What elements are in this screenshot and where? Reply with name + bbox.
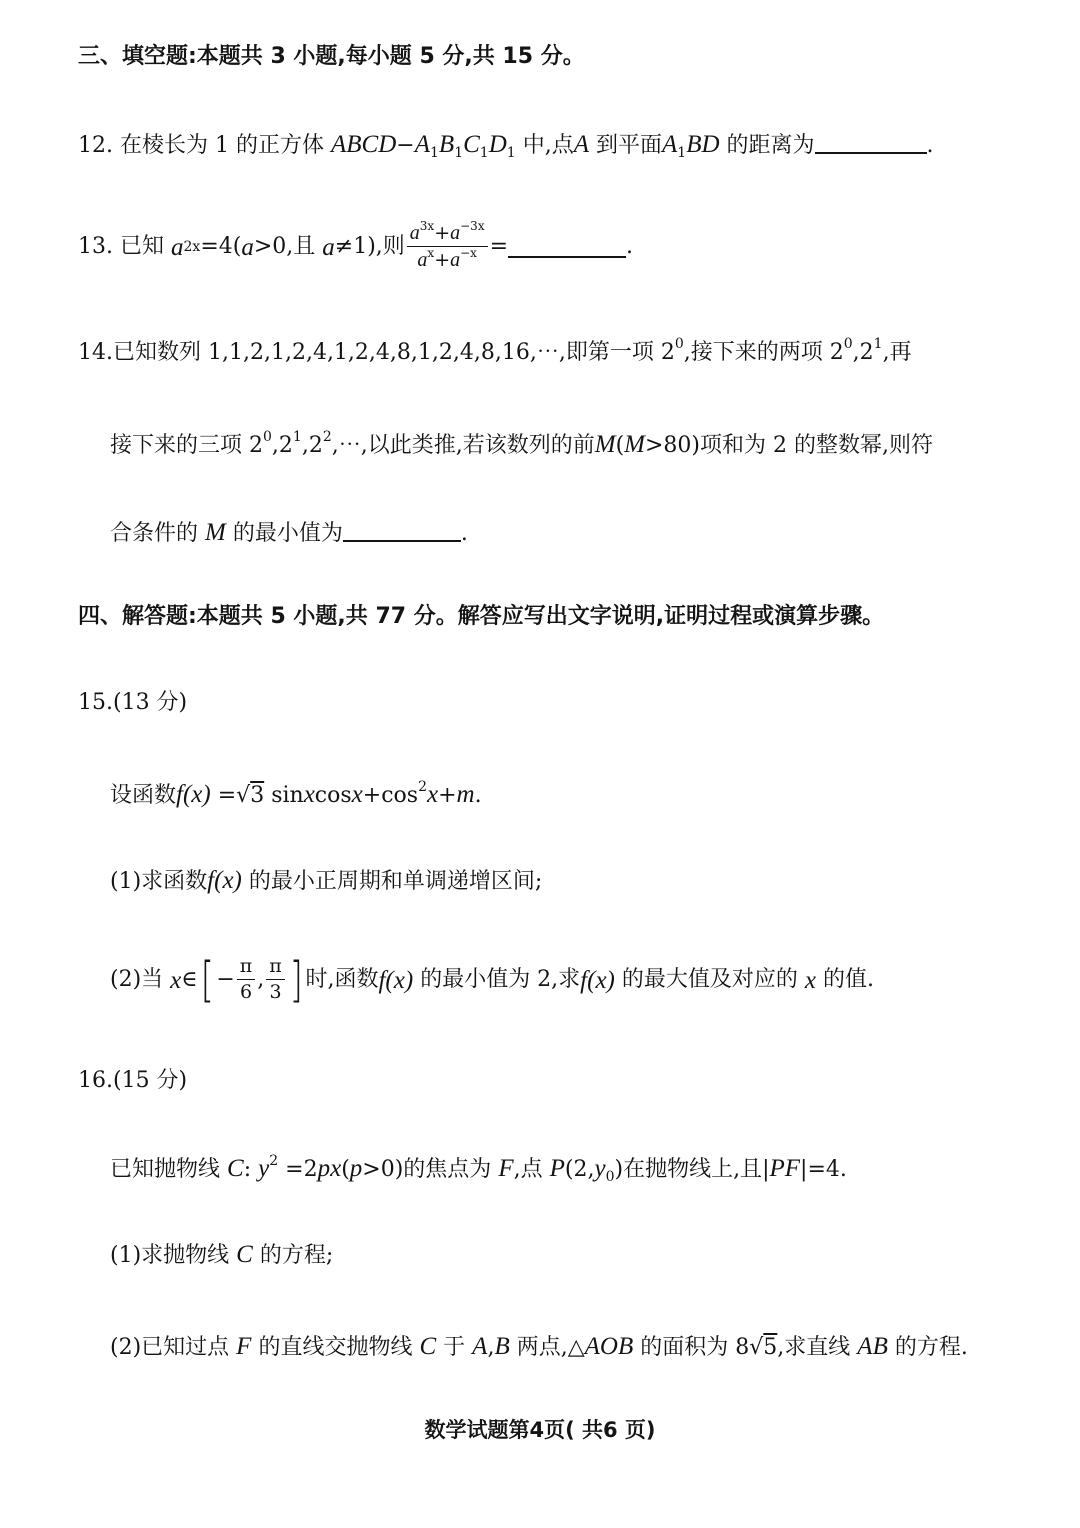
q16-F: F — [236, 1333, 252, 1360]
q14-M: M — [205, 519, 226, 546]
q15-plus: + — [438, 783, 457, 808]
q15-x: x — [303, 781, 315, 808]
q15-p2-e: 的值. — [823, 967, 874, 992]
q13-den-exp2: −x — [460, 246, 477, 260]
q16-AOB: AOB — [584, 1333, 634, 1360]
q16-y0-sub: 0 — [605, 1169, 615, 1185]
q14-M: M — [594, 431, 616, 458]
q13-a: a — [417, 249, 428, 271]
q12-text-d: 的距离为 — [726, 133, 815, 158]
q16-abs: | — [800, 1157, 808, 1182]
q15-sin: sin — [271, 783, 304, 808]
q13-cond2: >0,且 — [253, 234, 316, 259]
q15-heading: 15.(13 分) — [78, 690, 188, 715]
q15-setup-a: 设函数 — [110, 783, 177, 808]
sqrt-icon: √ — [749, 1335, 764, 1360]
q15-part-2 — [110, 952, 874, 1008]
q12-point: A — [573, 131, 589, 158]
q13-num-exp1: 3x — [419, 219, 435, 233]
q14-line2-c: ,2 — [301, 433, 323, 458]
q12-sub: 1 — [454, 145, 464, 161]
q16-setup-c: >0)的焦点为 — [362, 1157, 492, 1182]
q16-p: p — [317, 1155, 331, 1182]
q14-sup: 0 — [674, 336, 684, 352]
q12-text-c: 到平面 — [595, 133, 662, 158]
q15-p1-a: (1)求函数 — [110, 869, 208, 894]
q13-a: a — [409, 222, 420, 244]
q14-line2-f: >80)项和为 2 的整数幂,则符 — [645, 433, 933, 458]
q16-C: C — [419, 1333, 437, 1360]
q16-p2-b: 的直线交抛物线 — [258, 1335, 413, 1360]
question-14-line-3 — [110, 520, 468, 545]
q14-line1: 已知数列 1,1,2,1,2,4,1,2,4,8,1,2,4,8,16,⋯,即第一项 2 — [113, 340, 675, 365]
q15-x: x — [426, 781, 439, 808]
q12-end: . — [926, 133, 934, 158]
section-3-header: 三、填空题:本题共 3 小题,每小题 5 分,共 15 分。 — [78, 44, 585, 69]
q13-num-exp2: −3x — [460, 219, 485, 233]
q13-number: 13. — [78, 234, 113, 259]
q13-a: a — [450, 249, 461, 271]
q12-text: 在棱长为 1 的正方体 — [120, 133, 324, 158]
q15-sup2: 2 — [418, 779, 427, 795]
q16-heading: 16.(15 分) — [78, 1068, 188, 1093]
q15-fx: f(x) — [207, 867, 242, 894]
q15-m: m — [456, 781, 475, 808]
q16-p1-a: (1)求抛物线 — [110, 1243, 230, 1268]
triangle-icon: △ — [567, 1335, 585, 1360]
left-bracket-icon: [ — [200, 951, 214, 1008]
q16-AB: AB — [857, 1333, 888, 1360]
q16-part-2 — [110, 1334, 968, 1359]
q13-denominator — [414, 247, 480, 271]
q16-p2-a: (2)已知过点 — [110, 1335, 230, 1360]
q15-three: 3 — [250, 783, 265, 808]
q15-setup-b: = — [210, 783, 237, 808]
q12-d1: D — [488, 131, 507, 158]
q12-c1: C — [463, 131, 480, 158]
q12-sub: 1 — [479, 145, 489, 161]
q14-line2-d: ,⋯,以此类推,若该数列的前 — [331, 433, 595, 458]
q13-text: 已知 — [120, 234, 165, 259]
q14-number: 14. — [78, 340, 113, 365]
q16-comma: , — [487, 1335, 495, 1360]
q14-sup: 0 — [263, 429, 272, 445]
q16-p2-d: 两点, — [516, 1335, 568, 1360]
q12-b1: B — [438, 131, 455, 158]
q12-plane-a: A — [662, 131, 678, 158]
q16-setup-b: ( — [341, 1157, 350, 1182]
q16-p1-b: 的方程; — [259, 1243, 334, 1268]
q15-six: 6 — [239, 981, 253, 1003]
q15-end: . — [474, 783, 482, 808]
q12-number: 12. — [78, 133, 113, 158]
q16-A: A — [472, 1333, 488, 1360]
q16-colon: : — [243, 1157, 252, 1182]
q13-numerator — [407, 219, 488, 247]
q12-a1: A — [414, 131, 430, 158]
q13-plus: + — [434, 222, 451, 244]
q14-line3-b: 的最小值为 — [232, 521, 343, 546]
q15-cos2: +cos — [362, 783, 419, 808]
q12-text-b: 中,点 — [522, 133, 574, 158]
page-footer: 数学试题第4页( 共6 页) — [424, 1418, 656, 1442]
q15-x: x — [170, 966, 182, 994]
q12-cube-name: ABCD — [330, 131, 397, 158]
q13-den-exp1: x — [427, 246, 435, 260]
q14-line3-a: 合条件的 — [110, 521, 199, 546]
q16-x: x — [330, 1155, 342, 1182]
q15-cos: cos — [314, 783, 352, 808]
q16-C: C — [227, 1155, 244, 1182]
q13-fraction — [407, 219, 488, 271]
q15-in: ∈ — [181, 967, 198, 992]
q16-setup-a: 已知抛物线 — [110, 1157, 221, 1182]
q16-p2-c: 于 — [443, 1335, 466, 1360]
q16-setup-g: =4. — [807, 1157, 847, 1182]
question-12 — [78, 131, 934, 161]
q12-plane-bd: BD — [686, 131, 720, 158]
q13-answer-blank — [508, 254, 626, 258]
q15-p2-a: (2)当 — [110, 967, 164, 992]
right-bracket-icon: ] — [289, 951, 303, 1008]
q16-P: P — [549, 1155, 565, 1182]
q14-sup: 2 — [322, 429, 332, 445]
q15-three2: 3 — [269, 981, 282, 1003]
q12-sub: 1 — [506, 145, 516, 161]
q15-fx: f(x) — [378, 966, 414, 994]
q15-pi: π — [266, 957, 285, 980]
q15-part-1 — [110, 868, 542, 893]
q14-sup: 1 — [873, 336, 883, 352]
q16-p2-g: 的方程. — [894, 1335, 968, 1360]
q16-setup-e: (2, — [564, 1157, 595, 1182]
q16-sup2: 2 — [269, 1153, 279, 1169]
q15-frac-pi6 — [237, 957, 256, 1003]
q14-sup: 1 — [292, 429, 302, 445]
q15-p2-b: 时,函数 — [305, 967, 379, 992]
q14-line2-b: ,2 — [271, 433, 293, 458]
q16-p2-f: ,求直线 — [777, 1335, 851, 1360]
q12-answer-blank — [815, 150, 927, 154]
q16-abs: | — [762, 1157, 770, 1182]
q12-sub: 1 — [677, 145, 687, 161]
q15-frac-pi3 — [266, 957, 285, 1003]
q15-setup — [110, 779, 482, 808]
q16-y: y — [594, 1155, 606, 1182]
q13-equals: = — [489, 234, 509, 259]
question-14-line-2 — [110, 429, 933, 458]
q13-cond3: ≠1),则 — [334, 234, 405, 259]
q15-x: x — [351, 781, 363, 808]
q13-a: a — [450, 222, 461, 244]
q12-sub: 1 — [429, 145, 439, 161]
q16-p: p — [349, 1155, 363, 1182]
section-4-header: 四、解答题:本题共 5 小题,共 77 分。解答应写出文字说明,证明过程或演算步骤。 — [78, 604, 885, 629]
q16-five: 5 — [763, 1335, 778, 1360]
q16-part-1 — [110, 1242, 333, 1267]
q14-end: . — [460, 521, 468, 546]
q13-plus: + — [434, 249, 451, 271]
q13-cond: =4( — [200, 234, 242, 259]
question-14-line-1 — [78, 336, 912, 365]
q15-x: x — [804, 966, 816, 994]
q12-dash: − — [396, 133, 415, 158]
q15-pi: π — [237, 957, 256, 980]
q15-fx: f(x) — [176, 781, 211, 808]
q15-p1-b: 的最小正周期和单调递增区间; — [248, 869, 543, 894]
q15-p2-d: 的最大值及对应的 — [621, 967, 798, 992]
q14-answer-blank — [343, 538, 461, 542]
q15-comma: , — [257, 967, 265, 992]
q16-p2-e: 的面积为 8 — [640, 1335, 750, 1360]
q14-sup: 0 — [843, 336, 853, 352]
q16-B: B — [494, 1333, 510, 1360]
sqrt-icon: √ — [236, 783, 251, 808]
q16-F: F — [498, 1155, 514, 1182]
q14-line1-mid2: ,2 — [852, 340, 874, 365]
q16-C: C — [236, 1241, 253, 1268]
q16-setup-d: ,点 — [513, 1157, 543, 1182]
q14-M: M — [624, 431, 645, 458]
q14-line1-end: ,再 — [882, 340, 912, 365]
q13-a: a — [241, 233, 254, 261]
q14-line1-mid: ,接下来的两项 2 — [683, 340, 844, 365]
q15-fx: f(x) — [580, 966, 615, 994]
q16-setup — [110, 1153, 847, 1185]
question-13: 13. 已知 a 2x =4( a >0,且 a ≠1),则 $\frac{a^{3x}+a^{-3x}}{a^x+a^{-x}}$ = . — [78, 219, 634, 271]
q14-line2-a: 接下来的三项 2 — [110, 433, 263, 458]
q16-setup-f: )在抛物线上,且 — [614, 1157, 763, 1182]
q16-y: y — [258, 1155, 270, 1182]
q14-line2-e: ( — [615, 433, 625, 458]
q15-p2-c: 的最小值为 2,求 — [420, 967, 581, 992]
q13-a: a — [171, 233, 184, 261]
q16-eq: =2 — [278, 1157, 318, 1182]
q13-a: a — [322, 233, 335, 261]
q16-PF: PF — [769, 1155, 801, 1182]
q13-end: . — [626, 234, 634, 259]
q15-minus: − — [216, 967, 235, 992]
